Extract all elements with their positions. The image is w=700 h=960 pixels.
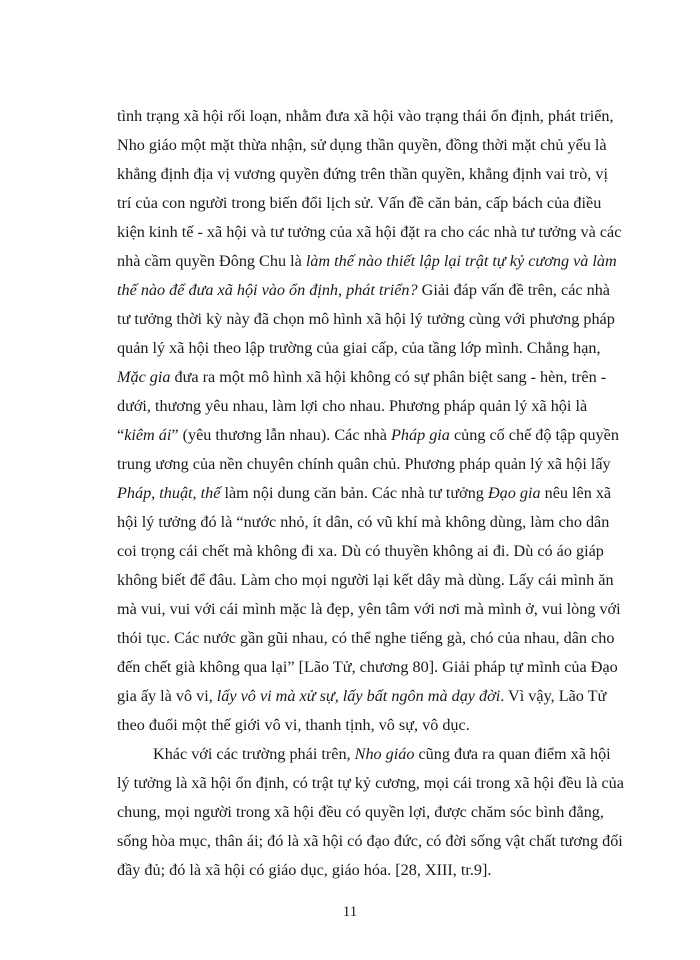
- text-line: [117, 711, 579, 740]
- text-line: [117, 856, 579, 885]
- text-line: [117, 189, 602, 218]
- italic-text: kiêm ái: [124, 426, 172, 444]
- text-run: theo đuổi một thế giới vô vi, thanh tịnh, vô sự, vô dục.: [117, 716, 470, 734]
- text-line: [117, 769, 624, 798]
- text-run: “: [117, 426, 125, 444]
- text-run: chung, mọi người trong xã hội đều có quyền lợi, được chăm sóc bình đẳng,: [117, 803, 604, 821]
- body-text: [117, 102, 624, 885]
- text-run: lý tưởng là xã hội ổn định, có trật tự kỷ cương, mọi cái trong xã hội đều là của: [117, 774, 624, 792]
- text-run: coi trọng cái chết mà không đi xa. Dù có thuyền không ai đi. Dù có áo giáp: [117, 542, 604, 560]
- text-line: [117, 334, 601, 363]
- italic-text: Pháp gia: [391, 426, 450, 444]
- text-run: ” (yêu thương lẫn nhau). Các nhà: [171, 426, 391, 444]
- italic-text: Đạo gia: [487, 484, 541, 502]
- text-run: nêu lên xã: [540, 484, 612, 502]
- text-run: củng cố chế độ tập quyền: [449, 426, 619, 444]
- text-run: đầy đủ; đó là xã hội có giáo dục, giáo hóa. [28, XIII, tr.9].: [117, 861, 492, 879]
- italic-text: lấy vô vi mà xử sự, lấy bất ngôn mà dạy đời: [216, 687, 501, 705]
- text-run: Khác với các trường phái trên,: [153, 745, 355, 763]
- text-run: không biết để đâu. Làm cho mọi người lại kết dây mà dùng. Lấy cái mình ăn: [117, 571, 614, 589]
- text-run: đến chết già không qua lại” [Lão Tử, chương 80]. Giải pháp tự mình của Đạo: [117, 658, 618, 676]
- text-line: [117, 798, 604, 827]
- text-line: [117, 276, 610, 305]
- text-run: tình trạng xã hội rối loạn, nhằm đưa xã hội vào trạng thái ổn định, phát triển,: [117, 107, 614, 125]
- text-run: trung ương của nền chuyên chính quân chủ. Phương pháp quản lý xã hội lấy: [117, 455, 611, 473]
- italic-text: làm thế nào thiết lập lại trật tự kỷ cương và làm: [305, 252, 617, 270]
- italic-text: Mặc gia: [117, 368, 171, 386]
- paragraph-1: [117, 102, 622, 740]
- text-line: [117, 218, 622, 247]
- text-line: [117, 566, 614, 595]
- page-number: 11: [342, 904, 358, 920]
- text-line: [117, 247, 617, 276]
- text-run: làm nội dung căn bản. Các nhà tư tưởng: [220, 484, 488, 502]
- text-run: hội lý tưởng đó là “nước nhỏ, ít dân, có vũ khí mà không dùng, làm cho dân: [117, 513, 610, 531]
- text-run: quản lý xã hội theo lập trường của giai cấp, của tầng lớp mình. Chẳng hạn,: [117, 339, 601, 357]
- text-line: [117, 131, 607, 160]
- italic-text: thế nào để đưa xã hội vào ổn định, phát triển?: [117, 281, 418, 299]
- text-run: . Vì vậy, Lão Tử: [500, 687, 607, 705]
- text-run: Giải đáp vấn đề trên, các nhà: [417, 281, 610, 299]
- text-run: đưa ra một mô hình xã hội không có sự phân biệt sang - hèn, trên -: [170, 368, 607, 386]
- text-line: [117, 392, 588, 421]
- text-line: [117, 363, 607, 392]
- text-line: [117, 102, 614, 131]
- text-line: [117, 537, 604, 566]
- italic-text: Nho giáo: [354, 745, 415, 763]
- text-run: thói tục. Các nước gần gũi nhau, có thể nghe tiếng gà, chó của nhau, dân cho: [117, 629, 615, 647]
- text-line: [117, 421, 619, 450]
- text-run: nhà cầm quyền Đông Chu là: [117, 252, 306, 270]
- text-line: [117, 624, 615, 653]
- text-line: [117, 740, 611, 769]
- paragraph-2: [117, 740, 624, 885]
- italic-text: Pháp, thuật, thế: [117, 484, 221, 502]
- text-line: [117, 827, 623, 856]
- text-line: [117, 479, 612, 508]
- text-run: trí của con người trong biến đổi lịch sử. Vấn đề căn bản, cấp bách của điều: [117, 194, 602, 212]
- text-run: dưới, thương yêu nhau, làm lợi cho nhau. Phương pháp quản lý xã hội là: [117, 397, 588, 415]
- text-line: [117, 508, 610, 537]
- text-run: kiện kinh tế - xã hội và tư tưởng của xã hội đặt ra cho các nhà tư tưởng và các: [117, 223, 622, 241]
- text-run: khẳng định địa vị vương quyền đứng trên thần quyền, khẳng định vai trò, vị: [117, 165, 608, 183]
- text-line: [117, 160, 608, 189]
- text-line: [117, 653, 618, 682]
- text-run: Nho giáo một mặt thừa nhận, sử dụng thần quyền, đồng thời mặt chủ yếu là: [117, 136, 607, 154]
- text-line: [117, 305, 615, 334]
- text-run: tư tưởng thời kỳ này đã chọn mô hình xã hội lý tưởng cùng với phương pháp: [117, 310, 615, 328]
- text-run: cũng đưa ra quan điểm xã hội: [414, 745, 611, 763]
- text-run: gia ấy là vô vi,: [117, 687, 217, 705]
- text-run: mà vui, vui với cái mình mặc là đẹp, yên tâm với nơi mà mình ở, vui lòng với: [117, 600, 621, 618]
- text-line: [117, 450, 611, 479]
- text-line: [117, 595, 621, 624]
- text-run: sống hòa mục, thân ái; đó là xã hội có đạo đức, có đời sống vật chất tương đối: [117, 832, 623, 850]
- text-line: [117, 682, 607, 711]
